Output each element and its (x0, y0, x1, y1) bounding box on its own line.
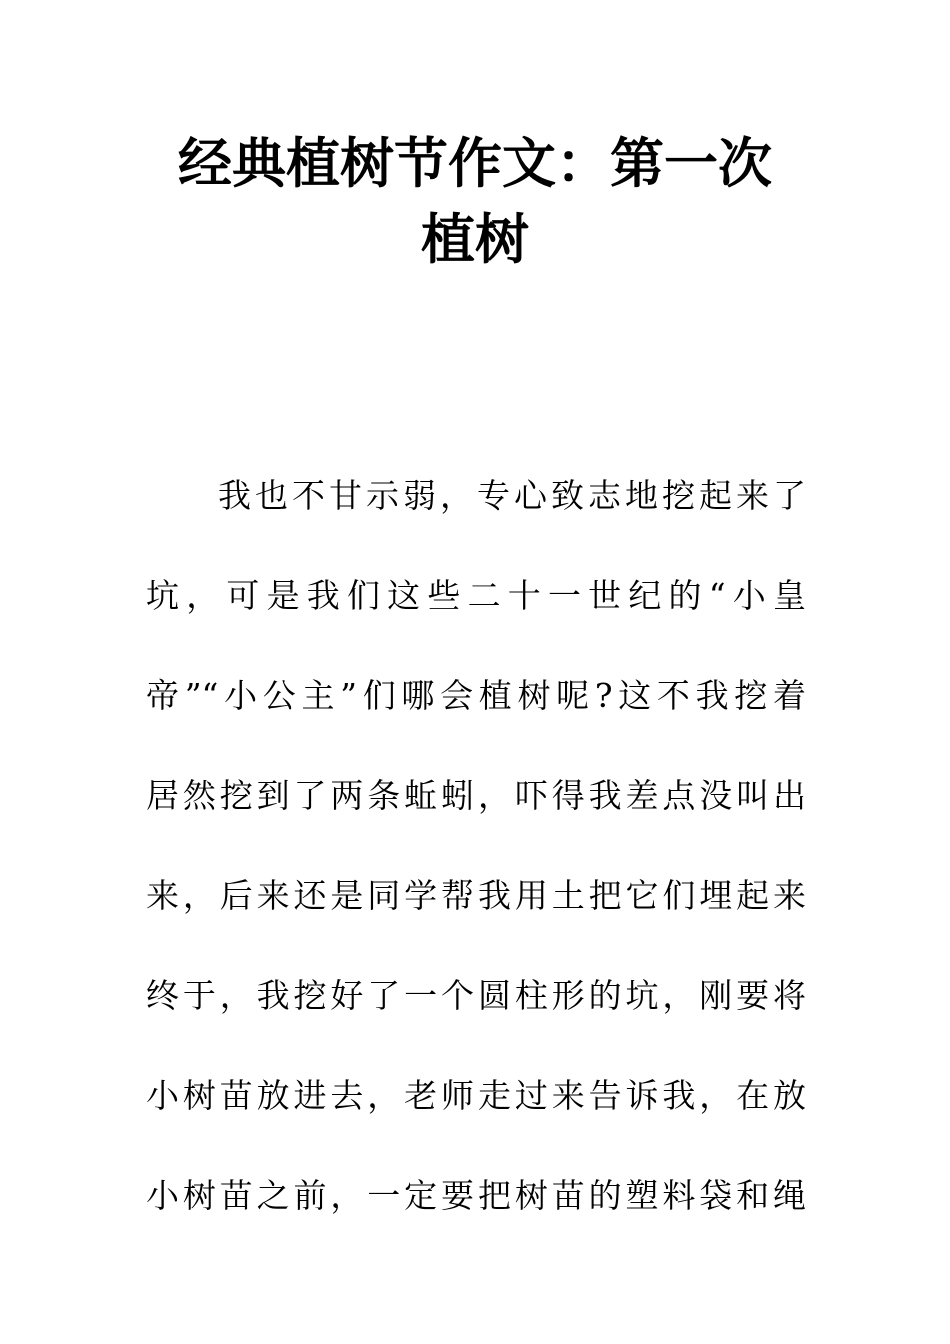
paragraph-line-7: 小树苗放进去，老师走过来告诉我，在放 (146, 1076, 806, 1115)
document-title-line-1: 经典植树节作文：第一次 (178, 132, 772, 195)
paragraph-line-6: 终于，我挖好了一个圆柱形的坑，刚要将 (146, 976, 806, 1015)
document-title-line-2: 植树 (421, 208, 529, 271)
paragraph-line-5: 来，后来还是同学帮我用土把它们埋起来 (146, 876, 806, 915)
paragraph-line-2: 坑，可是我们这些二十一世纪的“小皇 (146, 576, 806, 615)
paragraph-line-3: 帝”“小公主”们哪会植树呢?这不我挖着 (146, 676, 806, 715)
paragraph-line-1: 我也不甘示弱，专心致志地挖起来了 (218, 476, 806, 515)
paragraph-line-4: 居然挖到了两条蚯蚓，吓得我差点没叫出 (146, 776, 806, 815)
paragraph-line-8: 小树苗之前，一定要把树苗的塑料袋和绳 (146, 1176, 806, 1215)
